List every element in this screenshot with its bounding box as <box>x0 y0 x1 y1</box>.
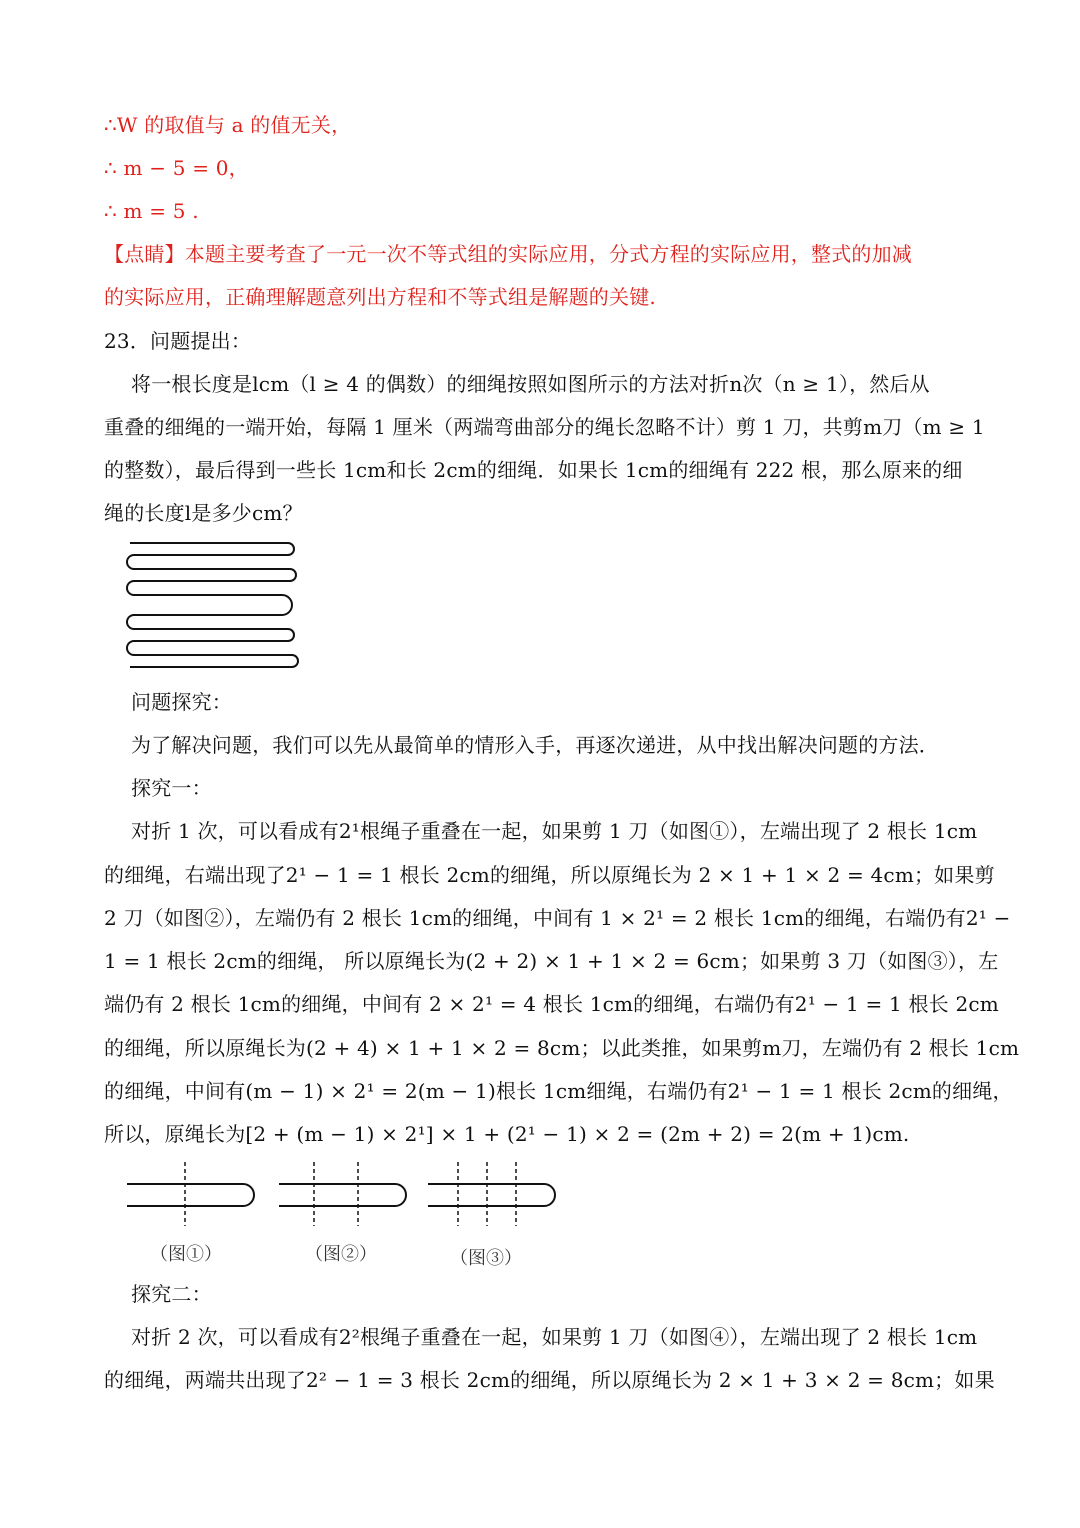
explore-heading: 问题探究： <box>131 690 232 714</box>
solution-line-3: ∴ m = 5 . <box>104 199 199 223</box>
explore1-line-6: 的细绳，所以原绳长为(2 + 4) × 1 + 1 × 2 = 8cm；以此类推，如果剪m刀，左端仍有 2 根长 1cm <box>104 1036 1020 1060</box>
problem-line-1: 将一根长度是lcm（l ≥ 4 的偶数）的细绳按照如图所示的方法对折n次（n ≥ 1），然后从 <box>131 372 930 396</box>
explore1-line-4: 1 = 1 根长 2cm的细绳， 所以原绳长为(2 + 2) × 1 + 1 × 2 = 6cm；如果剪 3 刀（如图③），左 <box>104 949 999 973</box>
solution-line-2: ∴ m − 5 = 0， <box>104 156 249 180</box>
problem-line-2: 重叠的细绳的一端开始，每隔 1 厘米（两端弯曲部分的绳长忽略不计）剪 1 刀，共剪m刀（m ≥ 1 <box>104 415 985 439</box>
problem-line-4: 绳的长度l是多少cm？ <box>104 501 303 525</box>
comment-line-1: 【点睛】本题主要考查了一元一次不等式组的实际应用，分式方程的实际应用，整式的加减 <box>104 242 912 266</box>
explore1-line-5: 端仍有 2 根长 1cm的细绳，中间有 2 × 2¹ = 4 根长 1cm的细绳，右端仍有2¹ − 1 = 1 根长 2cm <box>104 992 999 1016</box>
explore-sub-1: 探究一： <box>131 776 212 800</box>
explore2-line-1: 对折 2 次，可以看成有2²根绳子重叠在一起，如果剪 1 刀（如图④），左端出现了 2 根长 1cm <box>131 1325 978 1349</box>
explore1-line-7: 的细绳，中间有(m − 1) × 2¹ = 2(m − 1)根长 1cm细绳，右端仍有2¹ − 1 = 1 根长 2cm的细绳， <box>104 1079 1013 1103</box>
explore2-line-2: 的细绳，两端共出现了2² − 1 = 3 根长 2cm的细绳，所以原绳长为 2 × 1 + 3 × 2 = 8cm；如果 <box>104 1368 995 1392</box>
caption-figure-3: （图③） <box>450 1248 522 1269</box>
folded-rope-figure <box>120 535 310 675</box>
caption-figure-1: （图①） <box>150 1244 222 1265</box>
problem-heading: 23．问题提出： <box>104 329 252 353</box>
explore1-line-8: 所以，原绳长为[2 + (m − 1) × 2¹] × 1 + (2¹ − 1) × 2 = (2m + 2) = 2(m + 1)cm. <box>104 1122 910 1146</box>
explore1-line-2: 的细绳，右端出现了2¹ − 1 = 1 根长 2cm的细绳，所以原绳长为 2 × 1 + 1 × 2 = 4cm；如果剪 <box>104 863 995 887</box>
explore-intro: 为了解决问题，我们可以先从最简单的情形入手，再逐次递进，从中找出解决问题的方法． <box>131 733 939 757</box>
problem-line-3: 的整数），最后得到一些长 1cm和长 2cm的细绳．如果长 1cm的细绳有 222 根，那么原来的细 <box>104 458 963 482</box>
explore1-line-1: 对折 1 次，可以看成有2¹根绳子重叠在一起，如果剪 1 刀（如图①），左端出现了 2 根长 1cm <box>131 819 978 843</box>
cut-figure-3 <box>426 1160 566 1230</box>
cut-figure-2 <box>277 1160 417 1230</box>
comment-line-2: 的实际应用，正确理解题意列出方程和不等式组是解题的关键. <box>104 285 656 309</box>
explore1-line-3: 2 刀（如图②），左端仍有 2 根长 1cm的细绳，中间有 1 × 2¹ = 2 根长 1cm的细绳，右端仍有2¹ − <box>104 906 1011 930</box>
cut-figure-1 <box>125 1160 265 1230</box>
solution-line-1: ∴W 的取值与 a 的值无关， <box>104 113 352 137</box>
explore-sub-2: 探究二： <box>131 1282 212 1306</box>
caption-figure-2: （图②） <box>305 1244 377 1265</box>
